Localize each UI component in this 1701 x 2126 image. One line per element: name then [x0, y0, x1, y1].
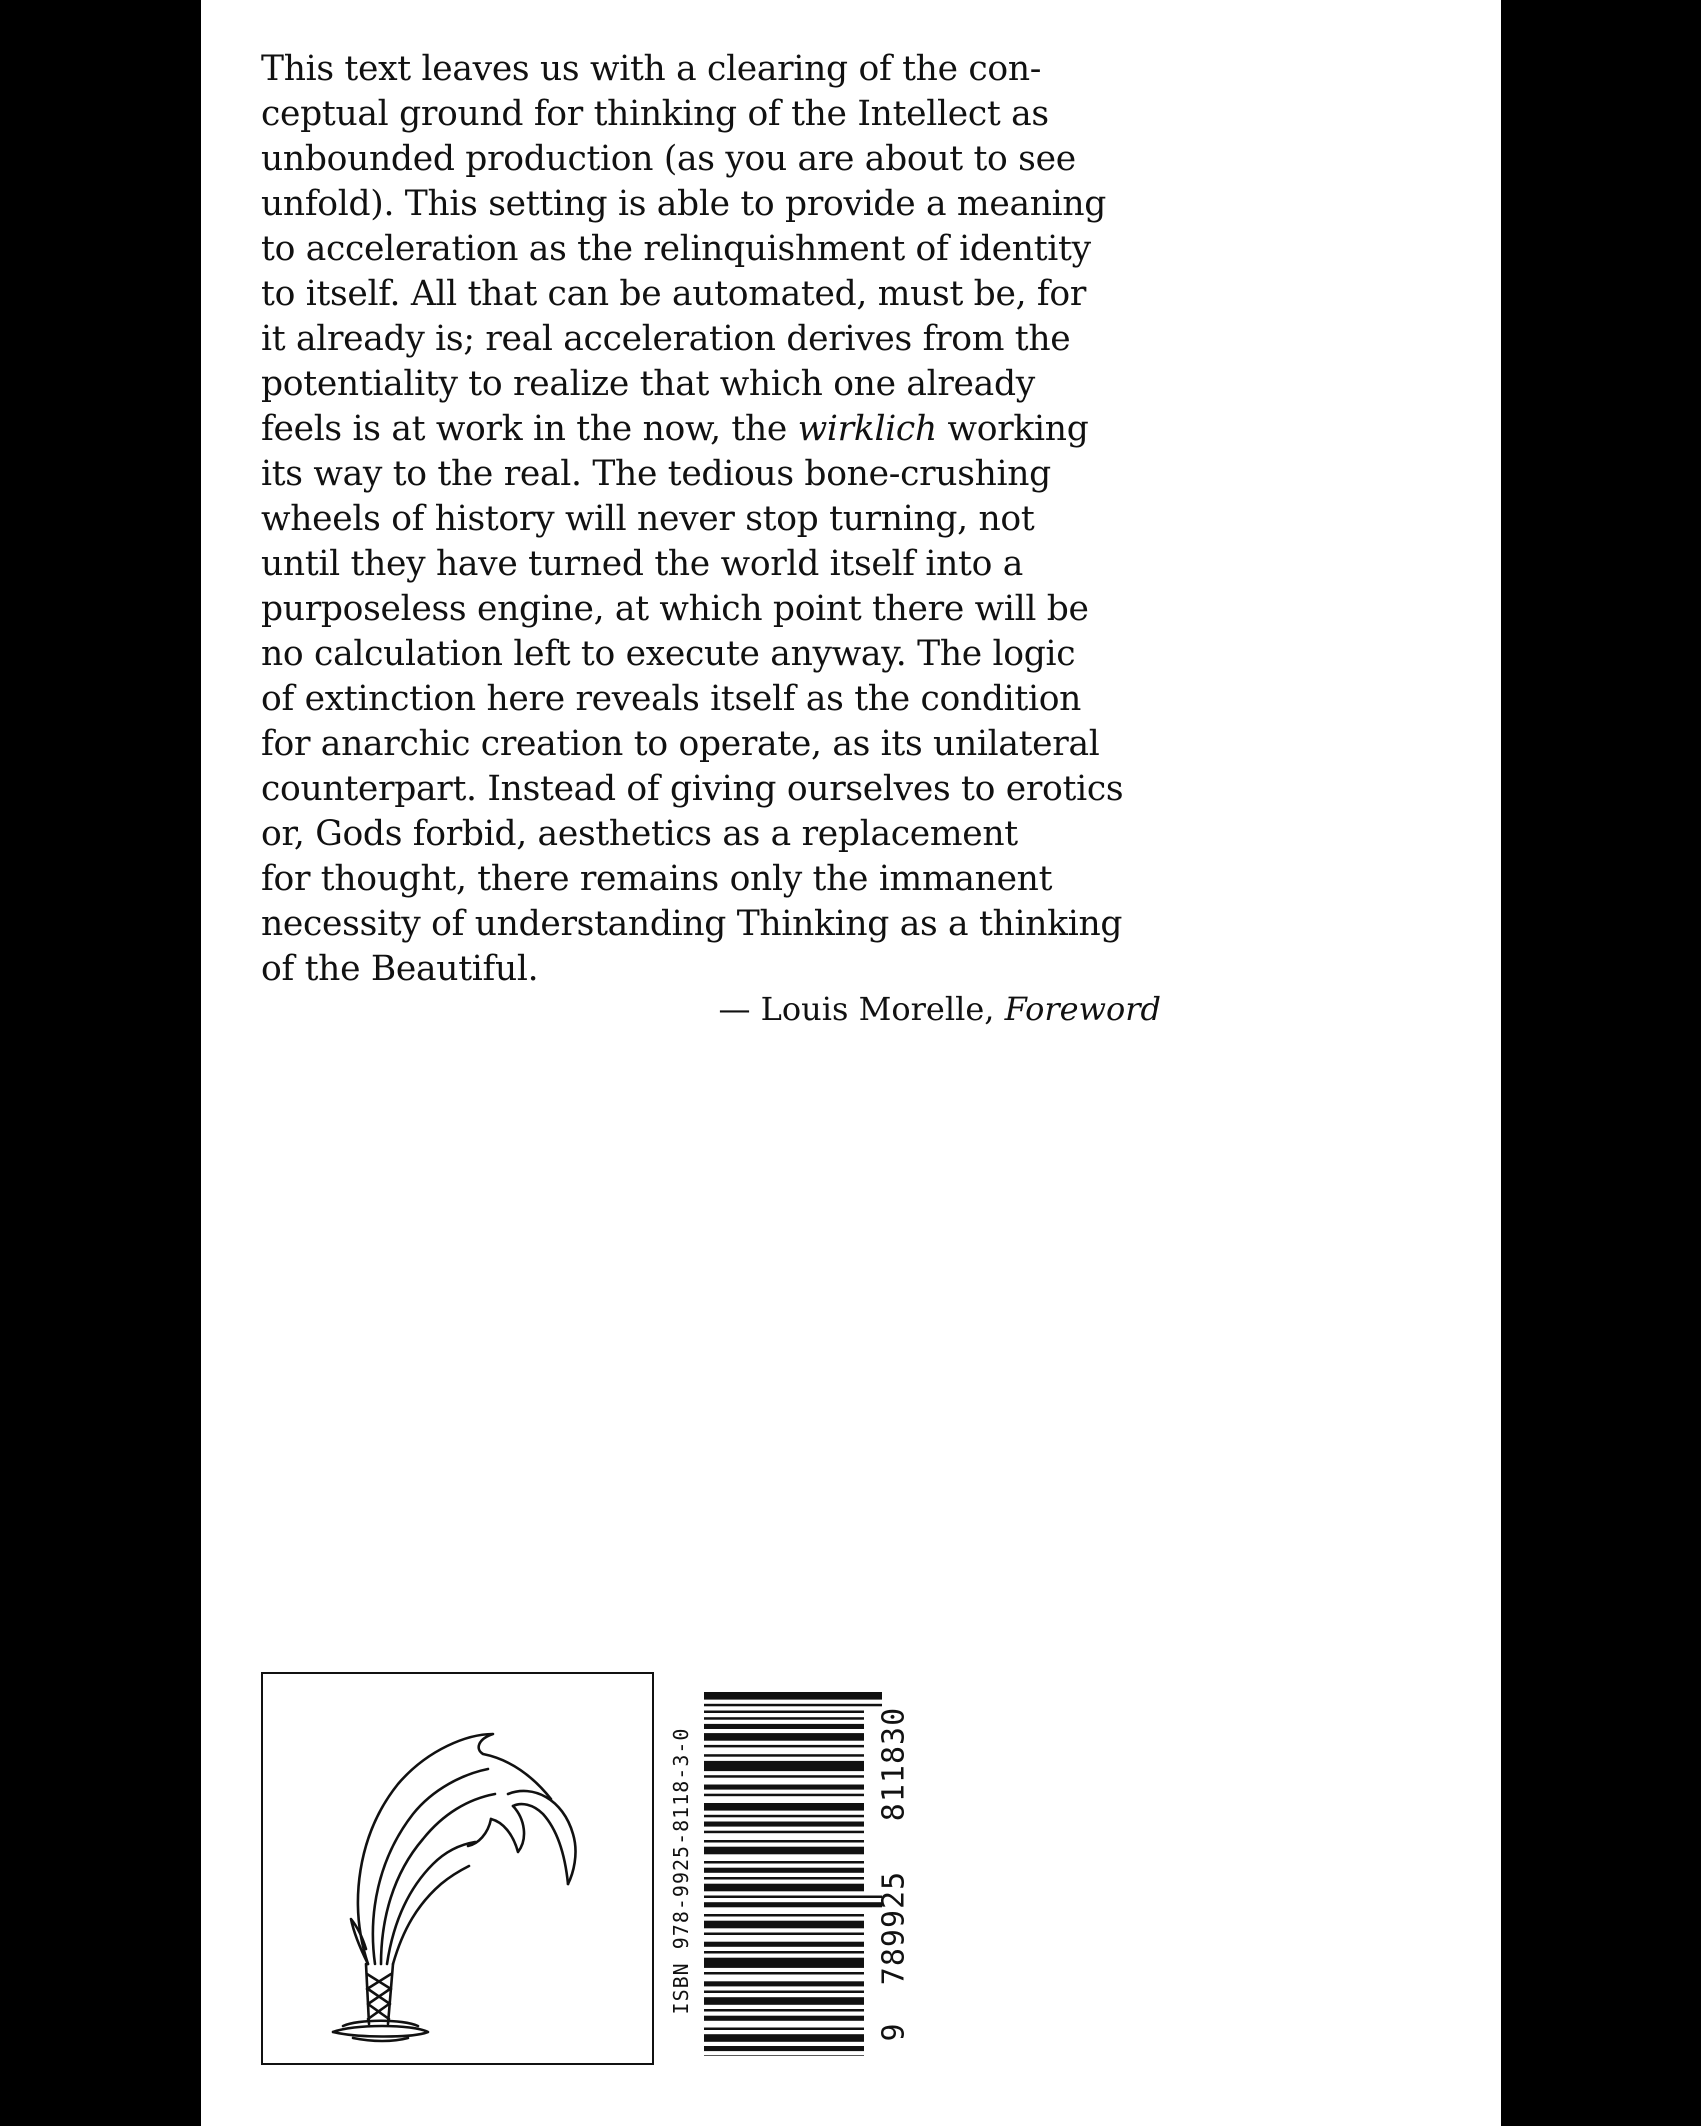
- barcode-digits: [874, 1686, 914, 2056]
- blurb-segment: working: [936, 409, 1089, 449]
- blurb-line: no calculation left to execute anyway. The logic: [261, 634, 1076, 674]
- barcode-bar: [704, 1942, 864, 1947]
- barcode-bar: [704, 1933, 864, 1936]
- barcode-bar: [704, 1902, 882, 1907]
- barcode-bar: [704, 1877, 864, 1880]
- barcode-bar: [704, 1794, 864, 1797]
- barcode-bar: [704, 1847, 864, 1855]
- barcode-bar: [704, 2016, 864, 2021]
- barcode-bar: [704, 2055, 864, 2056]
- barcode-bar: [704, 1861, 864, 1864]
- barcode-digit-group-right: 811830: [876, 1706, 912, 1822]
- barcode-bar: [704, 1733, 864, 1741]
- blurb-line: for anarchic creation to operate, as its unilateral: [261, 724, 1100, 764]
- blurb-line: to itself. All that can be automated, must be, for: [261, 274, 1087, 314]
- blurb-line: purposeless engine, at which point there will be: [261, 589, 1089, 629]
- barcode-bar: [704, 1868, 864, 1873]
- barcode-bar: [704, 1981, 864, 1986]
- barcode: [664, 1686, 964, 2056]
- fountain-icon: [263, 1674, 652, 2063]
- barcode-bar: [704, 1803, 864, 1811]
- barcode-bar: [704, 1958, 864, 1968]
- blurb-line: of extinction here reveals itself as the condition: [261, 679, 1082, 719]
- barcode-bar: [704, 1914, 864, 1917]
- barcode-digit-group-left: 789925: [876, 1870, 912, 1986]
- blurb-line: ceptual ground for thinking of the Intellect as: [261, 94, 1049, 134]
- blurb-line: unbounded production (as you are about to see: [261, 139, 1076, 179]
- barcode-bar: [704, 1972, 864, 1975]
- blurb-line: This text leaves us with a clearing of the con-: [261, 49, 1042, 89]
- barcode-bar: [704, 2046, 864, 2051]
- barcode-bar: [704, 1704, 882, 1707]
- attribution-author: — Louis Morelle,: [718, 990, 1005, 1028]
- publisher-logo: [261, 1672, 654, 2065]
- barcode-bar: [704, 2028, 864, 2031]
- barcode-bar: [704, 1711, 864, 1714]
- blurb-line: necessity of understanding Thinking as a thinking: [261, 904, 1123, 944]
- blurb-line: or, Gods forbid, aesthetics as a replacement: [261, 814, 1018, 854]
- barcode-bar: [704, 2009, 864, 2012]
- blurb-segment: feels is at work in the now, the: [261, 409, 798, 449]
- barcode-bar: [704, 1745, 864, 1748]
- barcode-bar: [704, 1822, 864, 1827]
- barcode-bar: [704, 1692, 882, 1700]
- barcode-bar: [704, 1840, 864, 1843]
- back-cover-page: [201, 0, 1501, 2126]
- barcode-bar: [704, 1997, 864, 2005]
- attribution-work: Foreword: [1004, 990, 1161, 1028]
- barcode-bar: [704, 1815, 864, 1818]
- blurb-line: unfold). This setting is able to provide a meaning: [261, 184, 1107, 224]
- barcode-bar: [704, 1921, 864, 1929]
- barcode-bar: [704, 1724, 864, 1729]
- blurb-line: for thought, there remains only the immanent: [261, 859, 1053, 899]
- isbn-number: ISBN 978-9925-8118-3-0: [669, 1727, 693, 2015]
- barcode-bar: [704, 1754, 864, 1757]
- barcode-bar: [704, 1717, 864, 1720]
- barcode-bar: [704, 1884, 864, 1892]
- barcode-bar: [704, 1896, 882, 1899]
- blurb-line: wheels of history will never stop turning, not: [261, 499, 1035, 539]
- barcode-bar: [704, 1991, 864, 1994]
- blurb-text: [261, 47, 1161, 992]
- barcode-bar: [704, 1775, 864, 1778]
- blurb-italic-word: wirklich: [797, 409, 937, 449]
- blurb-line: counterpart. Instead of giving ourselves to erotics: [261, 769, 1124, 809]
- blurb-line: [261, 407, 1161, 452]
- isbn-label: [664, 1686, 698, 2056]
- barcode-bar: [704, 2034, 864, 2042]
- blurb-line: until they have turned the world itself into a: [261, 544, 1023, 584]
- blurb-line: of the Beautiful.: [261, 949, 539, 989]
- blurb-line: it already is; real acceleration derives from the: [261, 319, 1071, 359]
- attribution: [718, 990, 1161, 1028]
- blurb-line: to acceleration as the relinquishment of identity: [261, 229, 1091, 269]
- blurb-line: its way to the real. The tedious bone-crushing: [261, 454, 1051, 494]
- barcode-bar: [704, 1761, 864, 1771]
- barcode-bar: [704, 1831, 864, 1834]
- barcode-digit-first: 9: [876, 2022, 912, 2042]
- barcode-bar: [704, 1785, 864, 1790]
- blurb-line: potentiality to realize that which one already: [261, 364, 1035, 404]
- barcode-bar: [704, 1951, 864, 1954]
